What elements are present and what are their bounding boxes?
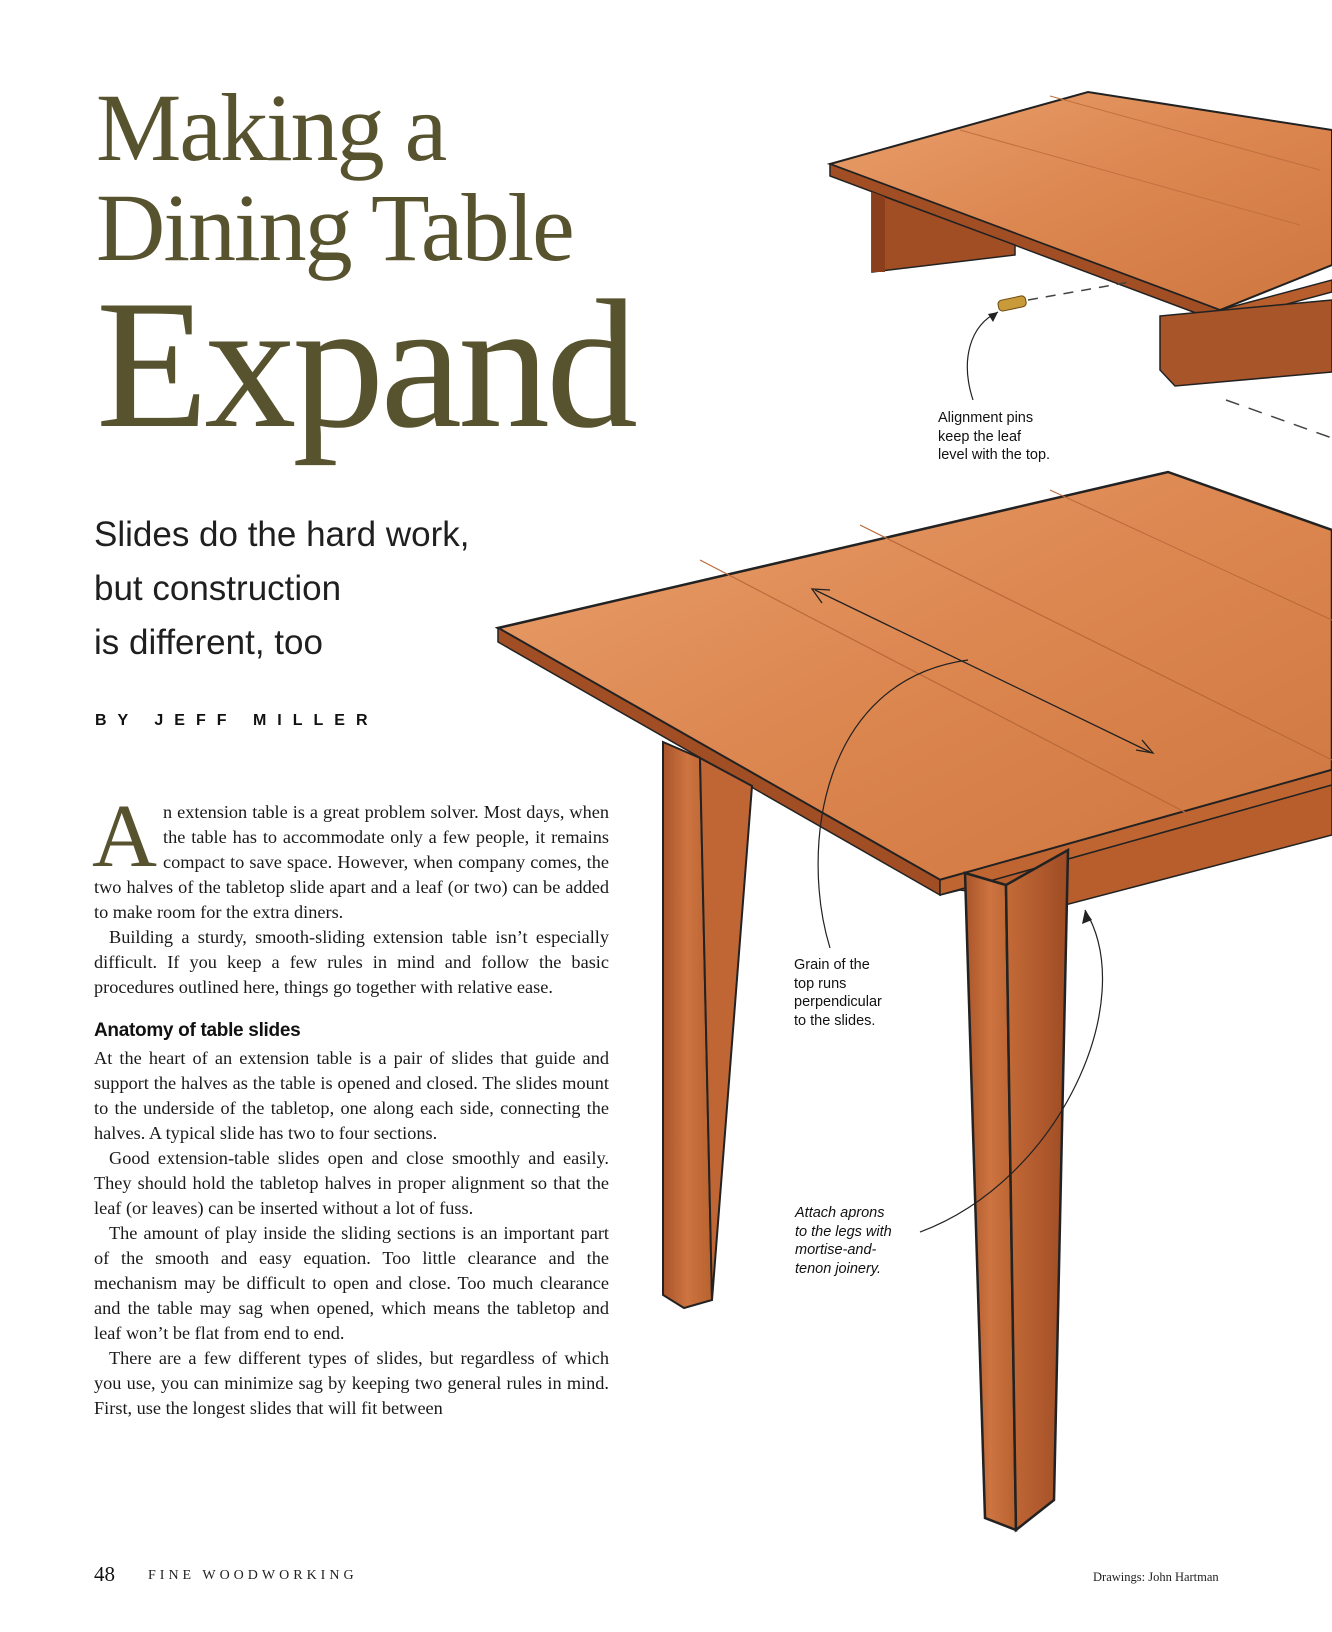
section-heading: Anatomy of table slides [94,1020,301,1041]
callout-alignment-pins [938,409,1050,465]
paragraph-text: n extension table is a great problem solver. Most days, when the table has to accommodate only a few people, it remains compact to save space. However, when company comes, the two halves of the tabletop slide apart and a leaf (or two) can be added to make room for the extra diners. [94,802,609,922]
body-paragraph: The amount of play inside the sliding sections is an important part of the smooth and easy equation. Too little clearance and the mechanism may be difficult to open and close. Too much clearance and the table may sag when opened, which means the tabletop and leaf won’t be flat from end to end. [94,1223,609,1343]
callout-grain [794,956,882,1030]
subtitle-line: but construction [94,569,342,608]
table-leg-left [663,742,752,1308]
page-number: 48 [94,1562,115,1586]
drop-cap: A [92,787,157,886]
body-paragraph: Building a sturdy, smooth-sliding extension table isn’t especially difficult. If you keep a few rules in mind and follow the basic procedures outlined here, things go together with relative ease. [94,927,609,997]
title-line-1: Making a [96,74,446,181]
callout-line: to the slides. [794,1012,876,1029]
callout-line: tenon joinery. [795,1260,881,1277]
callout-line: Grain of the [794,957,870,973]
callout-aprons [795,1204,892,1278]
callout-line: top runs [794,975,847,992]
body-paragraph: Good extension-table slides open and close smoothly and easily. They should hold the tabletop halves in proper alignment so that the leaf (or leaves) can be inserted without a lot of fuss. [94,1148,609,1218]
magazine-name: FINE WOODWORKING [148,1568,358,1583]
title-line-2: Dining Table [96,174,573,281]
callout-line: level with the top. [938,447,1051,463]
table-illustration [470,80,1332,1560]
byline: BY JEFF MILLER [95,712,379,729]
subtitle-line: Slides do the hard work, [94,515,470,554]
body-paragraph: There are a few different types of slides, but regardless of which you use, you can minimize sag by keeping two general rules in mind. First, use the longest slides that will fit between [94,1348,609,1418]
callout-line: to the legs with [795,1223,892,1240]
subtitle-line: is different, too [94,623,323,662]
body-paragraph: At the heart of an extension table is a pair of slides that guide and support the halves as the table is opened and closed. The slides mount to the underside of the tabletop, one along each side, connecting the halves. A typical slide has two to four sections. [94,1048,609,1143]
illustration-credit: Drawings: John Hartman [1093,1570,1219,1584]
callout-line: Attach aprons [795,1205,885,1221]
table-leg-front [965,850,1068,1530]
callout-line: perpendicular [794,994,882,1010]
article-subtitle [94,508,469,670]
callout-line: Alignment pins [938,410,1034,426]
callout-line: mortise-and- [795,1242,877,1258]
title-line-3: Expand [96,262,635,466]
table-leaf [830,92,1332,386]
callout-line: keep the leaf [938,428,1022,445]
